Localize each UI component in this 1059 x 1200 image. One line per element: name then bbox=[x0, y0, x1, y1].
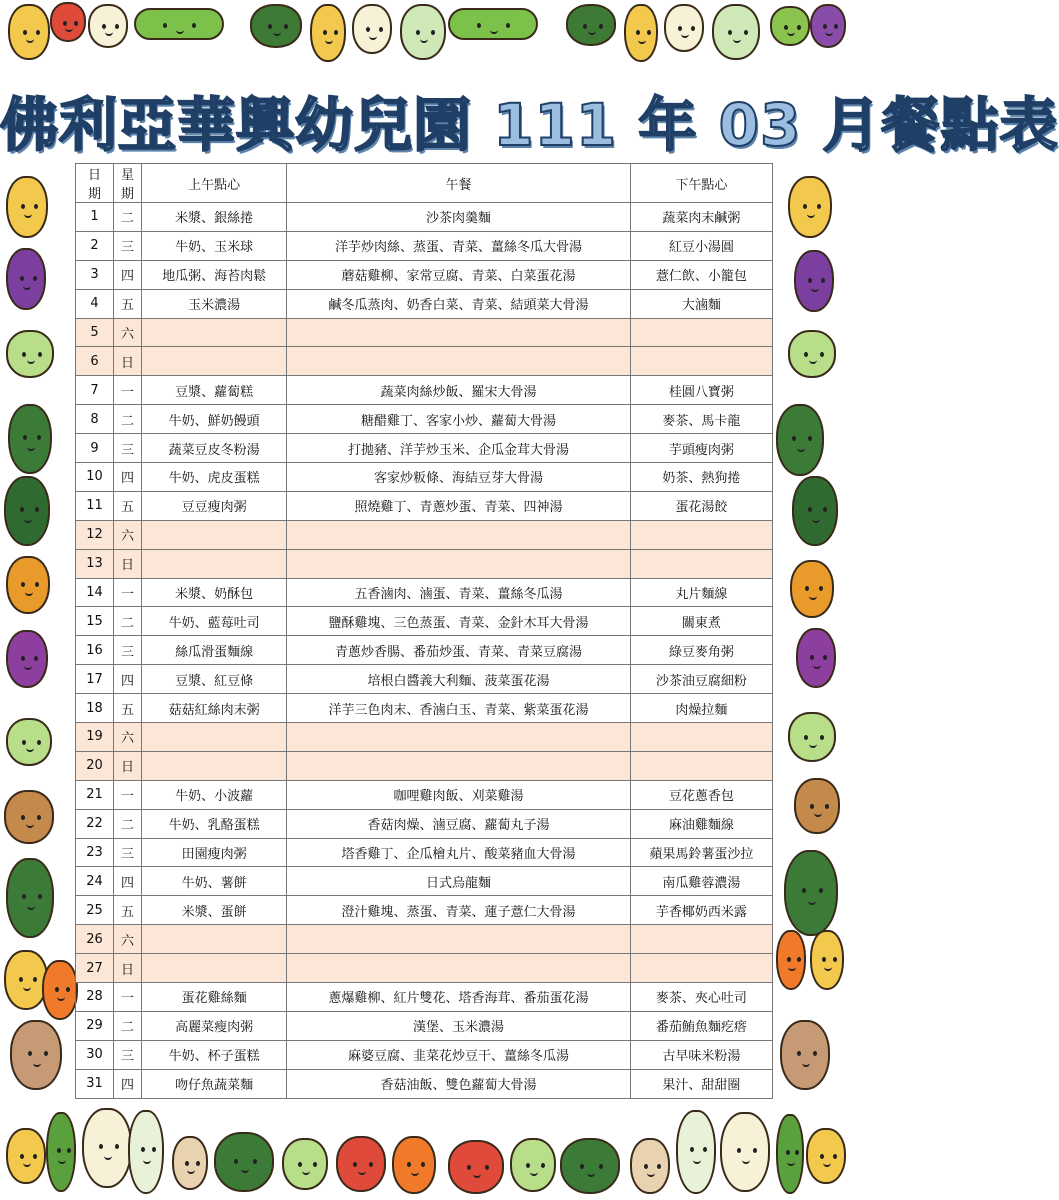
cell-day: 二 bbox=[114, 1011, 142, 1040]
table-row bbox=[76, 578, 773, 607]
vegetable-icon bbox=[10, 1020, 62, 1090]
cell-lunch bbox=[287, 318, 630, 347]
table-row bbox=[76, 896, 773, 925]
cell-am-snack: 絲瓜滑蛋麵線 bbox=[142, 636, 287, 665]
cell-day: 日 bbox=[114, 954, 142, 983]
cell-am-snack: 豆漿、紅豆條 bbox=[142, 665, 287, 694]
cell-date: 23 bbox=[76, 838, 114, 867]
cell-am-snack bbox=[142, 549, 287, 578]
vegetable-icon bbox=[50, 2, 86, 42]
cell-am-snack: 地瓜粥、海苔肉鬆 bbox=[142, 260, 287, 289]
vegetable-icon bbox=[336, 1136, 386, 1192]
cell-date: 22 bbox=[76, 809, 114, 838]
cell-day: 六 bbox=[114, 723, 142, 752]
cell-pm-snack bbox=[630, 925, 772, 954]
vegetable-icon bbox=[794, 778, 840, 834]
vegetable-icon bbox=[810, 930, 844, 990]
cell-lunch bbox=[287, 751, 630, 780]
cell-day: 日 bbox=[114, 347, 142, 376]
cell-day: 五 bbox=[114, 896, 142, 925]
cell-pm-snack: 芋香椰奶西米露 bbox=[630, 896, 772, 925]
cell-lunch: 香菇肉燥、滷豆腐、蘿蔔丸子湯 bbox=[287, 809, 630, 838]
cell-pm-snack bbox=[630, 318, 772, 347]
vegetable-icon bbox=[676, 1110, 716, 1194]
cell-lunch: 塔香雞丁、企瓜檜丸片、酸菜豬血大骨湯 bbox=[287, 838, 630, 867]
cell-pm-snack: 桂圓八寶粥 bbox=[630, 376, 772, 405]
cell-lunch bbox=[287, 520, 630, 549]
vegetable-icon bbox=[806, 1128, 846, 1184]
cell-pm-snack: 肉燥拉麵 bbox=[630, 694, 772, 723]
cell-date: 10 bbox=[76, 463, 114, 492]
cell-day: 六 bbox=[114, 318, 142, 347]
cell-lunch: 培根白醬義大利麵、菠菜蛋花湯 bbox=[287, 665, 630, 694]
cell-pm-snack: 奶茶、熱狗捲 bbox=[630, 463, 772, 492]
cell-pm-snack bbox=[630, 520, 772, 549]
vegetable-icon bbox=[448, 8, 538, 40]
cell-lunch: 蘑菇雞柳、家常豆腐、青菜、白菜蛋花湯 bbox=[287, 260, 630, 289]
cell-lunch bbox=[287, 925, 630, 954]
cell-date: 13 bbox=[76, 549, 114, 578]
vegetable-icon bbox=[796, 628, 836, 688]
cell-date: 24 bbox=[76, 867, 114, 896]
vegetable-icon bbox=[790, 560, 834, 618]
header-date-line1: 日 bbox=[88, 168, 102, 183]
table-row bbox=[76, 347, 773, 376]
vegetable-icon bbox=[664, 4, 704, 52]
cell-pm-snack: 南瓜雞蓉濃湯 bbox=[630, 867, 772, 896]
cell-pm-snack: 大滷麵 bbox=[630, 289, 772, 318]
cell-lunch: 洋芋三色肉末、香滷白玉、青菜、紫菜蛋花湯 bbox=[287, 694, 630, 723]
cell-pm-snack: 麥茶、夾心吐司 bbox=[630, 983, 772, 1012]
cell-day: 四 bbox=[114, 1069, 142, 1098]
table-row bbox=[76, 491, 773, 520]
cell-am-snack bbox=[142, 954, 287, 983]
cell-day: 二 bbox=[114, 405, 142, 434]
cell-pm-snack: 丸片麵線 bbox=[630, 578, 772, 607]
vegetable-icon bbox=[282, 1138, 328, 1190]
vegetable-icon bbox=[788, 712, 836, 762]
cell-lunch: 日式烏龍麵 bbox=[287, 867, 630, 896]
cell-date: 16 bbox=[76, 636, 114, 665]
table-header-row bbox=[76, 164, 773, 203]
cell-date: 30 bbox=[76, 1040, 114, 1069]
meal-table-body bbox=[76, 203, 773, 1099]
cell-lunch bbox=[287, 347, 630, 376]
cell-lunch bbox=[287, 549, 630, 578]
vegetable-icon bbox=[46, 1112, 76, 1192]
vegetable-icon bbox=[6, 248, 46, 310]
cell-am-snack: 蔬菜豆皮冬粉湯 bbox=[142, 434, 287, 463]
cell-day: 三 bbox=[114, 231, 142, 260]
cell-pm-snack bbox=[630, 549, 772, 578]
table-row bbox=[76, 723, 773, 752]
cell-date: 17 bbox=[76, 665, 114, 694]
vegetable-icon bbox=[776, 930, 806, 990]
header-am: 上午點心 bbox=[142, 164, 287, 203]
cell-am-snack: 豆漿、蘿蔔糕 bbox=[142, 376, 287, 405]
cell-day: 四 bbox=[114, 260, 142, 289]
vegetable-icon bbox=[6, 630, 48, 688]
table-row bbox=[76, 549, 773, 578]
header-day bbox=[114, 164, 142, 203]
table-row bbox=[76, 1040, 773, 1069]
cell-day: 六 bbox=[114, 520, 142, 549]
cell-lunch: 蔬菜肉絲炒飯、羅宋大骨湯 bbox=[287, 376, 630, 405]
vegetable-icon bbox=[6, 1128, 46, 1184]
cell-am-snack: 牛奶、玉米球 bbox=[142, 231, 287, 260]
cell-day: 日 bbox=[114, 549, 142, 578]
cell-pm-snack: 薏仁飲、小籠包 bbox=[630, 260, 772, 289]
vegetable-icon bbox=[6, 176, 48, 238]
cell-lunch bbox=[287, 723, 630, 752]
cell-date: 28 bbox=[76, 983, 114, 1012]
cell-lunch: 打拋豬、洋芋炒玉米、企瓜金茸大骨湯 bbox=[287, 434, 630, 463]
cell-am-snack: 牛奶、小波蘿 bbox=[142, 780, 287, 809]
cell-am-snack: 牛奶、薯餅 bbox=[142, 867, 287, 896]
cell-date: 2 bbox=[76, 231, 114, 260]
cell-date: 25 bbox=[76, 896, 114, 925]
vegetable-icon bbox=[788, 176, 832, 238]
cell-day: 一 bbox=[114, 780, 142, 809]
cell-lunch: 澄汁雞塊、蒸蛋、青菜、蓮子薏仁大骨湯 bbox=[287, 896, 630, 925]
vegetable-icon bbox=[4, 790, 54, 844]
vegetable-icon bbox=[792, 476, 838, 546]
cell-am-snack: 牛奶、藍莓吐司 bbox=[142, 607, 287, 636]
cell-pm-snack: 番茄鮪魚麵疙瘩 bbox=[630, 1011, 772, 1040]
vegetable-icon bbox=[624, 4, 658, 62]
cell-pm-snack: 果汁、甜甜圈 bbox=[630, 1069, 772, 1098]
table-row bbox=[76, 694, 773, 723]
cell-date: 1 bbox=[76, 203, 114, 232]
table-row bbox=[76, 289, 773, 318]
cell-date: 8 bbox=[76, 405, 114, 434]
vegetable-icon bbox=[6, 858, 54, 938]
table-row bbox=[76, 838, 773, 867]
cell-date: 27 bbox=[76, 954, 114, 983]
cell-date: 3 bbox=[76, 260, 114, 289]
cell-date: 5 bbox=[76, 318, 114, 347]
cell-pm-snack: 芋頭瘦肉粥 bbox=[630, 434, 772, 463]
vegetable-icon bbox=[172, 1136, 208, 1190]
cell-day: 三 bbox=[114, 434, 142, 463]
cell-am-snack bbox=[142, 751, 287, 780]
header-day-line1: 星 bbox=[121, 168, 135, 183]
cell-day: 六 bbox=[114, 925, 142, 954]
cell-lunch: 青蔥炒香腸、番茄炒蛋、青菜、青菜豆腐湯 bbox=[287, 636, 630, 665]
table-row bbox=[76, 318, 773, 347]
cell-date: 29 bbox=[76, 1011, 114, 1040]
cell-lunch: 香菇油飯、雙色蘿蔔大骨湯 bbox=[287, 1069, 630, 1098]
cell-pm-snack bbox=[630, 954, 772, 983]
cell-am-snack: 菇菇紅絲肉末粥 bbox=[142, 694, 287, 723]
page-title: 佛利亞華興幼兒園 111 年 03 月餐點表 bbox=[0, 91, 1059, 159]
vegetable-icon bbox=[42, 960, 78, 1020]
vegetable-icon bbox=[448, 1140, 504, 1194]
cell-day: 二 bbox=[114, 809, 142, 838]
cell-pm-snack: 沙茶油豆腐細粉 bbox=[630, 665, 772, 694]
cell-am-snack: 吻仔魚蔬菜麵 bbox=[142, 1069, 287, 1098]
cell-lunch: 沙茶肉羹麵 bbox=[287, 203, 630, 232]
cell-am-snack: 米漿、奶酥包 bbox=[142, 578, 287, 607]
table-row bbox=[76, 434, 773, 463]
cell-am-snack: 玉米濃湯 bbox=[142, 289, 287, 318]
table-row bbox=[76, 520, 773, 549]
table-row bbox=[76, 607, 773, 636]
cell-pm-snack: 豆花蔥香包 bbox=[630, 780, 772, 809]
cell-lunch: 漢堡、玉米濃湯 bbox=[287, 1011, 630, 1040]
cell-pm-snack: 麻油雞麵線 bbox=[630, 809, 772, 838]
vegetable-icon bbox=[630, 1138, 670, 1194]
cell-pm-snack: 蛋花湯餃 bbox=[630, 491, 772, 520]
vegetable-icon bbox=[510, 1138, 556, 1192]
cell-lunch: 糖醋雞丁、客家小炒、蘿蔔大骨湯 bbox=[287, 405, 630, 434]
cell-lunch: 洋芋炒肉絲、蒸蛋、青菜、薑絲冬瓜大骨湯 bbox=[287, 231, 630, 260]
vegetable-icon bbox=[770, 6, 810, 46]
vegetable-icon bbox=[134, 8, 224, 40]
vegetable-icon bbox=[776, 1114, 804, 1194]
vegetable-icon bbox=[788, 330, 836, 378]
cell-am-snack: 牛奶、杯子蛋糕 bbox=[142, 1040, 287, 1069]
vegetable-icon bbox=[128, 1110, 164, 1194]
cell-date: 12 bbox=[76, 520, 114, 549]
table-row bbox=[76, 780, 773, 809]
vegetable-icon bbox=[720, 1112, 770, 1192]
cell-am-snack: 高麗菜瘦肉粥 bbox=[142, 1011, 287, 1040]
cell-date: 19 bbox=[76, 723, 114, 752]
table-row bbox=[76, 665, 773, 694]
vegetable-icon bbox=[400, 4, 446, 60]
cell-date: 9 bbox=[76, 434, 114, 463]
table-row bbox=[76, 867, 773, 896]
cell-lunch: 客家炒粄條、海結豆芽大骨湯 bbox=[287, 463, 630, 492]
cell-day: 日 bbox=[114, 751, 142, 780]
cell-day: 五 bbox=[114, 694, 142, 723]
table-row bbox=[76, 463, 773, 492]
vegetable-icon bbox=[310, 4, 346, 62]
cell-day: 四 bbox=[114, 665, 142, 694]
cell-date: 6 bbox=[76, 347, 114, 376]
cell-day: 一 bbox=[114, 983, 142, 1012]
cell-date: 7 bbox=[76, 376, 114, 405]
vegetable-icon bbox=[6, 330, 54, 378]
cell-lunch bbox=[287, 954, 630, 983]
cell-pm-snack: 古早味米粉湯 bbox=[630, 1040, 772, 1069]
vegetable-icon bbox=[6, 556, 50, 614]
cell-lunch: 咖哩雞肉飯、刈菜雞湯 bbox=[287, 780, 630, 809]
cell-date: 18 bbox=[76, 694, 114, 723]
cell-pm-snack: 麥茶、馬卡龍 bbox=[630, 405, 772, 434]
table-row bbox=[76, 1069, 773, 1098]
vegetable-icon bbox=[88, 4, 128, 48]
header-date bbox=[76, 164, 114, 203]
table-row bbox=[76, 751, 773, 780]
cell-lunch: 鹹冬瓜蒸肉、奶香白菜、青菜、結頭菜大骨湯 bbox=[287, 289, 630, 318]
vegetable-icon bbox=[250, 4, 302, 48]
cell-pm-snack: 蘋果馬鈴薯蛋沙拉 bbox=[630, 838, 772, 867]
vegetable-icon bbox=[214, 1132, 274, 1192]
cell-lunch: 照燒雞丁、青蔥炒蛋、青菜、四神湯 bbox=[287, 491, 630, 520]
vegetable-icon bbox=[82, 1108, 132, 1188]
cell-day: 一 bbox=[114, 578, 142, 607]
table-row bbox=[76, 636, 773, 665]
cell-pm-snack bbox=[630, 723, 772, 752]
cell-am-snack bbox=[142, 925, 287, 954]
vegetable-icon bbox=[4, 476, 50, 546]
cell-date: 31 bbox=[76, 1069, 114, 1098]
meal-table bbox=[75, 163, 773, 1099]
vegetable-icon bbox=[784, 850, 838, 936]
cell-pm-snack: 蔬菜肉末鹹粥 bbox=[630, 203, 772, 232]
table-row bbox=[76, 954, 773, 983]
cell-date: 4 bbox=[76, 289, 114, 318]
cell-lunch: 麻婆豆腐、韭菜花炒豆干、薑絲冬瓜湯 bbox=[287, 1040, 630, 1069]
cell-am-snack bbox=[142, 520, 287, 549]
header-date-line2: 期 bbox=[88, 187, 102, 202]
table-row bbox=[76, 203, 773, 232]
vegetable-icon bbox=[566, 4, 616, 46]
cell-am-snack: 米漿、銀絲捲 bbox=[142, 203, 287, 232]
vegetable-icon bbox=[810, 4, 846, 48]
cell-day: 五 bbox=[114, 491, 142, 520]
cell-pm-snack: 紅豆小湯圓 bbox=[630, 231, 772, 260]
cell-am-snack bbox=[142, 318, 287, 347]
vegetable-icon bbox=[794, 250, 834, 312]
cell-day: 四 bbox=[114, 463, 142, 492]
table-row bbox=[76, 809, 773, 838]
cell-pm-snack bbox=[630, 347, 772, 376]
cell-date: 15 bbox=[76, 607, 114, 636]
cell-pm-snack: 綠豆麥角粥 bbox=[630, 636, 772, 665]
cell-lunch: 鹽酥雞塊、三色蒸蛋、青菜、金針木耳大骨湯 bbox=[287, 607, 630, 636]
cell-date: 20 bbox=[76, 751, 114, 780]
header-pm: 下午點心 bbox=[630, 164, 772, 203]
vegetable-icon bbox=[352, 4, 392, 54]
table-row bbox=[76, 983, 773, 1012]
cell-am-snack: 米漿、蛋餅 bbox=[142, 896, 287, 925]
cell-am-snack bbox=[142, 347, 287, 376]
cell-day: 三 bbox=[114, 1040, 142, 1069]
vegetable-icon bbox=[712, 4, 760, 60]
vegetable-icon bbox=[392, 1136, 436, 1194]
cell-am-snack: 田園瘦肉粥 bbox=[142, 838, 287, 867]
cell-day: 三 bbox=[114, 838, 142, 867]
cell-day: 四 bbox=[114, 867, 142, 896]
cell-pm-snack: 關東煮 bbox=[630, 607, 772, 636]
table-row bbox=[76, 925, 773, 954]
cell-am-snack: 牛奶、乳酪蛋糕 bbox=[142, 809, 287, 838]
cell-day: 二 bbox=[114, 203, 142, 232]
cell-date: 11 bbox=[76, 491, 114, 520]
vegetable-icon bbox=[776, 404, 824, 476]
cell-date: 14 bbox=[76, 578, 114, 607]
header-day-line2: 期 bbox=[121, 187, 135, 202]
table-row bbox=[76, 376, 773, 405]
cell-lunch: 蔥爆雞柳、紅片雙花、塔香海茸、番茄蛋花湯 bbox=[287, 983, 630, 1012]
table-row bbox=[76, 231, 773, 260]
vegetable-icon bbox=[8, 404, 52, 474]
cell-date: 21 bbox=[76, 780, 114, 809]
cell-day: 三 bbox=[114, 636, 142, 665]
cell-lunch: 五香滷肉、滷蛋、青菜、薑絲冬瓜湯 bbox=[287, 578, 630, 607]
cell-am-snack: 豆豆瘦肉粥 bbox=[142, 491, 287, 520]
cell-day: 一 bbox=[114, 376, 142, 405]
cell-day: 二 bbox=[114, 607, 142, 636]
table-row bbox=[76, 405, 773, 434]
table-row bbox=[76, 260, 773, 289]
vegetable-icon bbox=[780, 1020, 830, 1090]
header-lunch: 午餐 bbox=[287, 164, 630, 203]
cell-am-snack bbox=[142, 723, 287, 752]
cell-am-snack: 牛奶、虎皮蛋糕 bbox=[142, 463, 287, 492]
cell-am-snack: 牛奶、鮮奶饅頭 bbox=[142, 405, 287, 434]
vegetable-icon bbox=[6, 718, 52, 766]
vegetable-icon bbox=[8, 4, 50, 60]
table-row bbox=[76, 1011, 773, 1040]
vegetable-icon bbox=[4, 950, 48, 1010]
cell-day: 五 bbox=[114, 289, 142, 318]
vegetable-icon bbox=[560, 1138, 620, 1194]
cell-date: 26 bbox=[76, 925, 114, 954]
cell-pm-snack bbox=[630, 751, 772, 780]
cell-am-snack: 蛋花雞絲麵 bbox=[142, 983, 287, 1012]
